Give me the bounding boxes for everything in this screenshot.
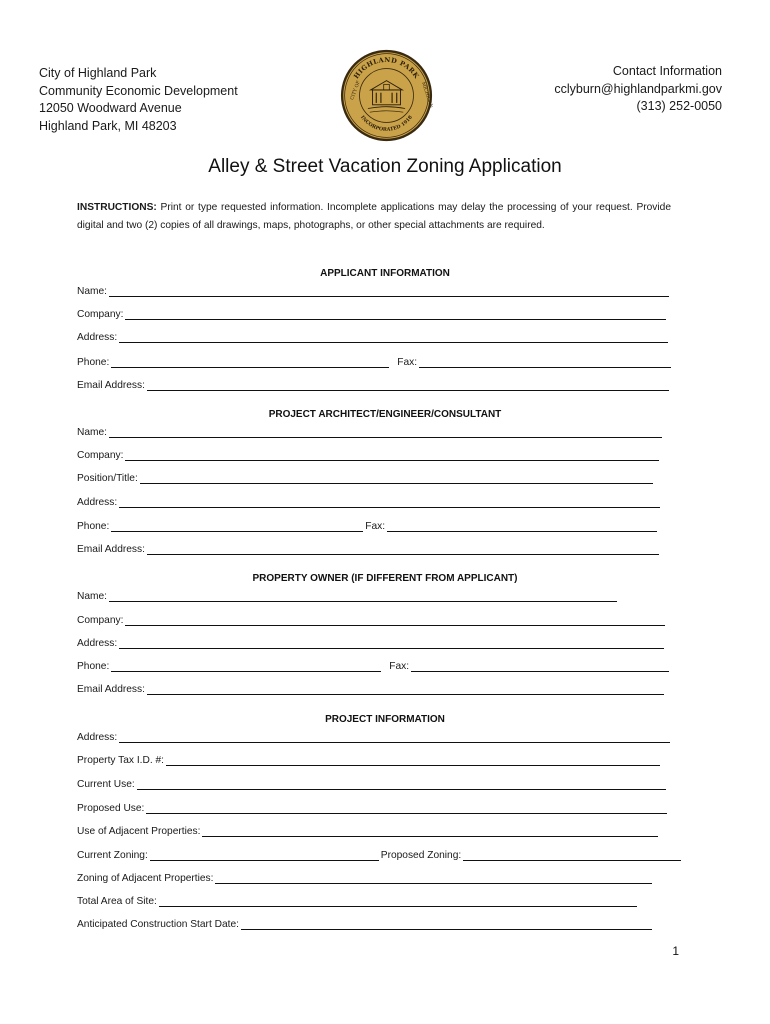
- project-tax-id-row: [77, 752, 660, 766]
- architect-position-row: [77, 470, 653, 484]
- field-label: Phone:: [77, 661, 110, 672]
- field-label: Position/Title:: [77, 473, 138, 484]
- architect-phone-fax-row: [77, 518, 657, 532]
- field-label: Phone:: [77, 521, 110, 532]
- field-label: Email Address:: [77, 684, 145, 695]
- section-heading-architect: PROJECT ARCHITECT/ENGINEER/CONSULTANT: [268, 409, 502, 420]
- org-line: Community Economic Development: [39, 83, 238, 98]
- field-label: Company:: [77, 450, 124, 461]
- seal-right-text: MICHIGAN: [419, 81, 433, 109]
- page-number: 1: [672, 944, 679, 958]
- field-label: Email Address:: [77, 544, 145, 555]
- field-label: Anticipated Construction Start Date:: [77, 919, 239, 930]
- section-heading-applicant: APPLICANT INFORMATION: [320, 268, 450, 279]
- field-label: Fax:: [389, 661, 410, 672]
- owner-name-row: [77, 588, 617, 602]
- seal-left-text: CITY OF: [350, 80, 362, 101]
- project-adjacent-zoning-row: [77, 870, 652, 884]
- contact-information-block: [554, 63, 722, 116]
- project-address-row: [77, 729, 670, 743]
- project-current-zoning-field[interactable]: [150, 849, 379, 861]
- project-adjacent-zoning-field[interactable]: [215, 872, 652, 884]
- section-heading-owner: PROPERTY OWNER (IF DIFFERENT FROM APPLICANT): [252, 573, 518, 584]
- applicant-fax-field[interactable]: [419, 356, 671, 368]
- architect-email-field[interactable]: [147, 543, 659, 555]
- architect-name-field[interactable]: [109, 426, 662, 438]
- field-label: Address:: [77, 732, 118, 743]
- architect-address-field[interactable]: [119, 496, 660, 508]
- project-tax-id-field[interactable]: [166, 754, 660, 766]
- applicant-address-field[interactable]: [119, 331, 668, 343]
- seal-top-text: HIGHLAND PARK: [352, 55, 421, 81]
- field-label: Total Area of Site:: [77, 896, 157, 907]
- field-label: Property Tax I.D. #:: [77, 755, 165, 766]
- city-seal-logo: [340, 49, 433, 142]
- architect-email-row: [77, 541, 659, 555]
- applicant-phone-field[interactable]: [111, 356, 389, 368]
- project-adjacent-use-field[interactable]: [202, 825, 658, 837]
- project-address-field[interactable]: [119, 731, 670, 743]
- contact-heading: Contact Information: [612, 64, 722, 78]
- contact-email[interactable]: cclyburn@highlandparkmi.gov: [554, 81, 722, 96]
- project-proposed-use-field[interactable]: [146, 802, 667, 814]
- project-total-area-row: [77, 893, 637, 907]
- field-label: Company:: [77, 309, 124, 320]
- project-adjacent-use-row: [77, 823, 658, 837]
- field-label: Email Address:: [77, 380, 145, 391]
- owner-email-row: [77, 681, 664, 695]
- field-label: Name:: [77, 591, 108, 602]
- owner-address-row: [77, 635, 664, 649]
- owner-company-field[interactable]: [125, 614, 665, 626]
- project-current-use-field[interactable]: [137, 778, 666, 790]
- org-line: Highland Park, MI 48203: [39, 118, 177, 133]
- org-line: 12050 Woodward Avenue: [39, 101, 182, 115]
- field-label: Name:: [77, 427, 108, 438]
- org-line: City of Highland Park: [39, 66, 157, 80]
- architect-address-row: [77, 494, 660, 508]
- project-current-use-row: [77, 776, 666, 790]
- owner-address-field[interactable]: [119, 637, 664, 649]
- instructions-body: Print or type requested information. Incomplete applications may delay the processing of your request. Provide digital and two (2) copies of all drawings, maps, photographs, or other special attachments are required.: [77, 202, 671, 231]
- field-label: Proposed Zoning:: [380, 850, 462, 861]
- field-label: Current Zoning:: [77, 850, 148, 861]
- field-label: Current Use:: [77, 779, 135, 790]
- owner-name-field[interactable]: [109, 590, 617, 602]
- project-zoning-row: [77, 847, 681, 861]
- document-title: Alley & Street Vacation Zoning Application: [208, 156, 562, 177]
- applicant-name-row: [77, 283, 669, 297]
- architect-fax-field[interactable]: [387, 520, 657, 532]
- field-label: Address:: [77, 332, 118, 343]
- seal-bottom-text: INCORPORATED 1918: [359, 114, 414, 133]
- architect-position-field[interactable]: [140, 472, 653, 484]
- project-total-area-field[interactable]: [159, 895, 637, 907]
- field-label: Use of Adjacent Properties:: [77, 826, 201, 837]
- architect-company-row: [77, 447, 659, 461]
- applicant-name-field[interactable]: [109, 285, 669, 297]
- field-label: Company:: [77, 615, 124, 626]
- field-label: Address:: [77, 497, 118, 508]
- field-label: Address:: [77, 638, 118, 649]
- field-label: Phone:: [77, 357, 110, 368]
- section-heading-project: PROJECT INFORMATION: [325, 714, 445, 725]
- owner-company-row: [77, 612, 665, 626]
- organization-address-block: [39, 65, 238, 135]
- instructions-paragraph: [77, 199, 671, 235]
- owner-phone-fax-row: [77, 658, 669, 672]
- field-label: Fax:: [365, 521, 386, 532]
- project-proposed-use-row: [77, 800, 667, 814]
- architect-phone-field[interactable]: [111, 520, 363, 532]
- owner-phone-field[interactable]: [111, 660, 381, 672]
- applicant-address-row: [77, 329, 668, 343]
- applicant-email-row: [77, 377, 669, 391]
- architect-name-row: [77, 424, 662, 438]
- instructions-lead: INSTRUCTIONS:: [77, 202, 157, 213]
- applicant-company-row: [77, 306, 666, 320]
- architect-company-field[interactable]: [125, 449, 659, 461]
- project-proposed-zoning-field[interactable]: [463, 849, 681, 861]
- project-start-date-row: [77, 916, 652, 930]
- applicant-company-field[interactable]: [125, 308, 666, 320]
- owner-email-field[interactable]: [147, 683, 664, 695]
- field-label: Zoning of Adjacent Properties:: [77, 873, 214, 884]
- applicant-phone-fax-row: [77, 354, 671, 368]
- contact-phone: (313) 252-0050: [636, 99, 722, 113]
- owner-fax-field[interactable]: [411, 660, 669, 672]
- field-label: Fax:: [397, 357, 418, 368]
- field-label: Name:: [77, 286, 108, 297]
- project-start-date-field[interactable]: [241, 918, 652, 930]
- applicant-email-field[interactable]: [147, 379, 669, 391]
- field-label: Proposed Use:: [77, 803, 145, 814]
